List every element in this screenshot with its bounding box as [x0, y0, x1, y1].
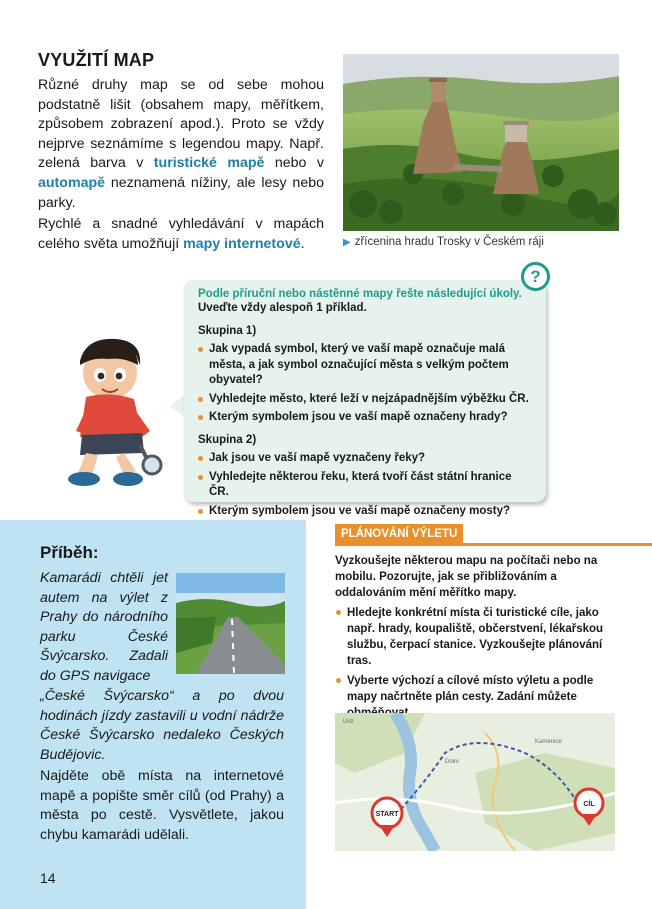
task-item: Vyhledejte město, které leží v nejzápadnějším výběžku ČR.	[198, 392, 532, 408]
intro2-text-a: Rychlé a snadné vyhledávání v mapách celého světa umožňují	[38, 216, 324, 252]
group-1-label: Skupina 1)	[198, 324, 257, 337]
story-text-bottom: „České Švýcarsko“ a po dvou hodinách jízdy zastavili u vodní nádrže České Švýcarsko nedaleko Českých Budějovic.	[40, 688, 284, 763]
planning-intro: Vyzkoušejte některou mapu na počítači nebo na mobilu. Pozorujte, jak se přibližováním a oddalováním mění měřítko mapy.	[335, 555, 598, 599]
boy-illustration	[58, 335, 168, 495]
page-number: 14	[40, 870, 56, 886]
planning-header-rule	[335, 543, 652, 546]
intro2-text-b: .	[300, 235, 305, 252]
planning-item: Vyberte výchozí a cílové místo výletu a podle mapy načrtněte plán cesty. Zadání můžete	[335, 673, 625, 721]
story-text-top: Kamarádi chtěli jet autem na výlet z Prahy do národního parku České Švýcarsko. Zadali do GPS navigace	[40, 570, 168, 684]
start-label: START	[375, 811, 399, 818]
task-subtitle: Uveďte vždy alespoň 1 příklad.	[198, 302, 367, 314]
group-2-label: Skupina 2)	[198, 433, 257, 446]
highlight-internet-maps: mapy internetové	[183, 235, 301, 252]
caption-text: zřícenina hradu Trosky v Českém ráji	[354, 236, 544, 248]
intro-text-b: nebo v	[264, 155, 324, 172]
end-label: CÍL	[583, 801, 595, 808]
intro-text-c: neznamená nížiny, ale lesy nebo parky.	[38, 174, 324, 211]
planning-text	[335, 553, 625, 721]
castle-photo	[343, 54, 619, 231]
intro-paragraph-2	[38, 215, 324, 254]
task-item: Kterým symbolem jsou ve vaší mapě označeny hrady?	[198, 410, 532, 426]
highlight-road-map: automapě	[38, 174, 106, 191]
route-map	[335, 713, 615, 851]
svg-text:Ústí: Ústí	[343, 719, 354, 725]
task-item: Vyhledejte některou řeku, která tvoří část státní hranice ČR.	[198, 470, 532, 501]
task-item: Jak vypadá symbol, který ve vaší mapě označuje malá města, a jak symbol označující města s velkým počtem obyvatel?	[198, 342, 532, 389]
task-item: Kterým symbolem jsou ve vaší mapě označeny mosty?	[198, 504, 532, 520]
task-title: Podle příruční nebo nástěnné mapy řešte následující úkoly.	[198, 288, 522, 300]
road-photo	[176, 573, 285, 674]
task-box	[184, 280, 546, 517]
photo-caption	[343, 236, 544, 248]
page-title: VYUŽITÍ MAP	[38, 50, 155, 70]
caption-arrow-icon: ▶	[343, 237, 351, 248]
intro-paragraph-1	[38, 76, 324, 213]
svg-text:Dolní: Dolní	[445, 759, 460, 765]
story-question: Najděte obě místa na internetové mapě a popište směr cílů (od Prahy) a města po cestě. Vysvětlete, jakou chybu kamarádi udělali.	[40, 768, 284, 843]
svg-text:Kamenice: Kamenice	[535, 739, 562, 745]
planning-header: PLÁNOVÁNÍ VÝLETU	[335, 524, 463, 544]
task-item: Jak jsou ve vaší mapě vyznačeny řeky?	[198, 451, 532, 467]
intro-text-a: Různé druhy map se od sebe mohou podstatně lišit (obsahem mapy, měřítkem, způsobem zobrazení apod.). Proto se vždy nejprve seznámíme s legendou mapy. Např. zelená barva v	[38, 77, 324, 172]
story-title: Příběh:	[40, 543, 99, 562]
highlight-tourist-map: turistické mapě	[153, 155, 265, 172]
question-mark-icon: ?	[521, 262, 550, 291]
planning-item: Hledejte konkrétní místa či turistické cíle, jako např. hrady, koupaliště, občerstvení, lékařskou službu, čerpací stanice. Vyzkoušejte plánování tras.	[335, 605, 625, 669]
